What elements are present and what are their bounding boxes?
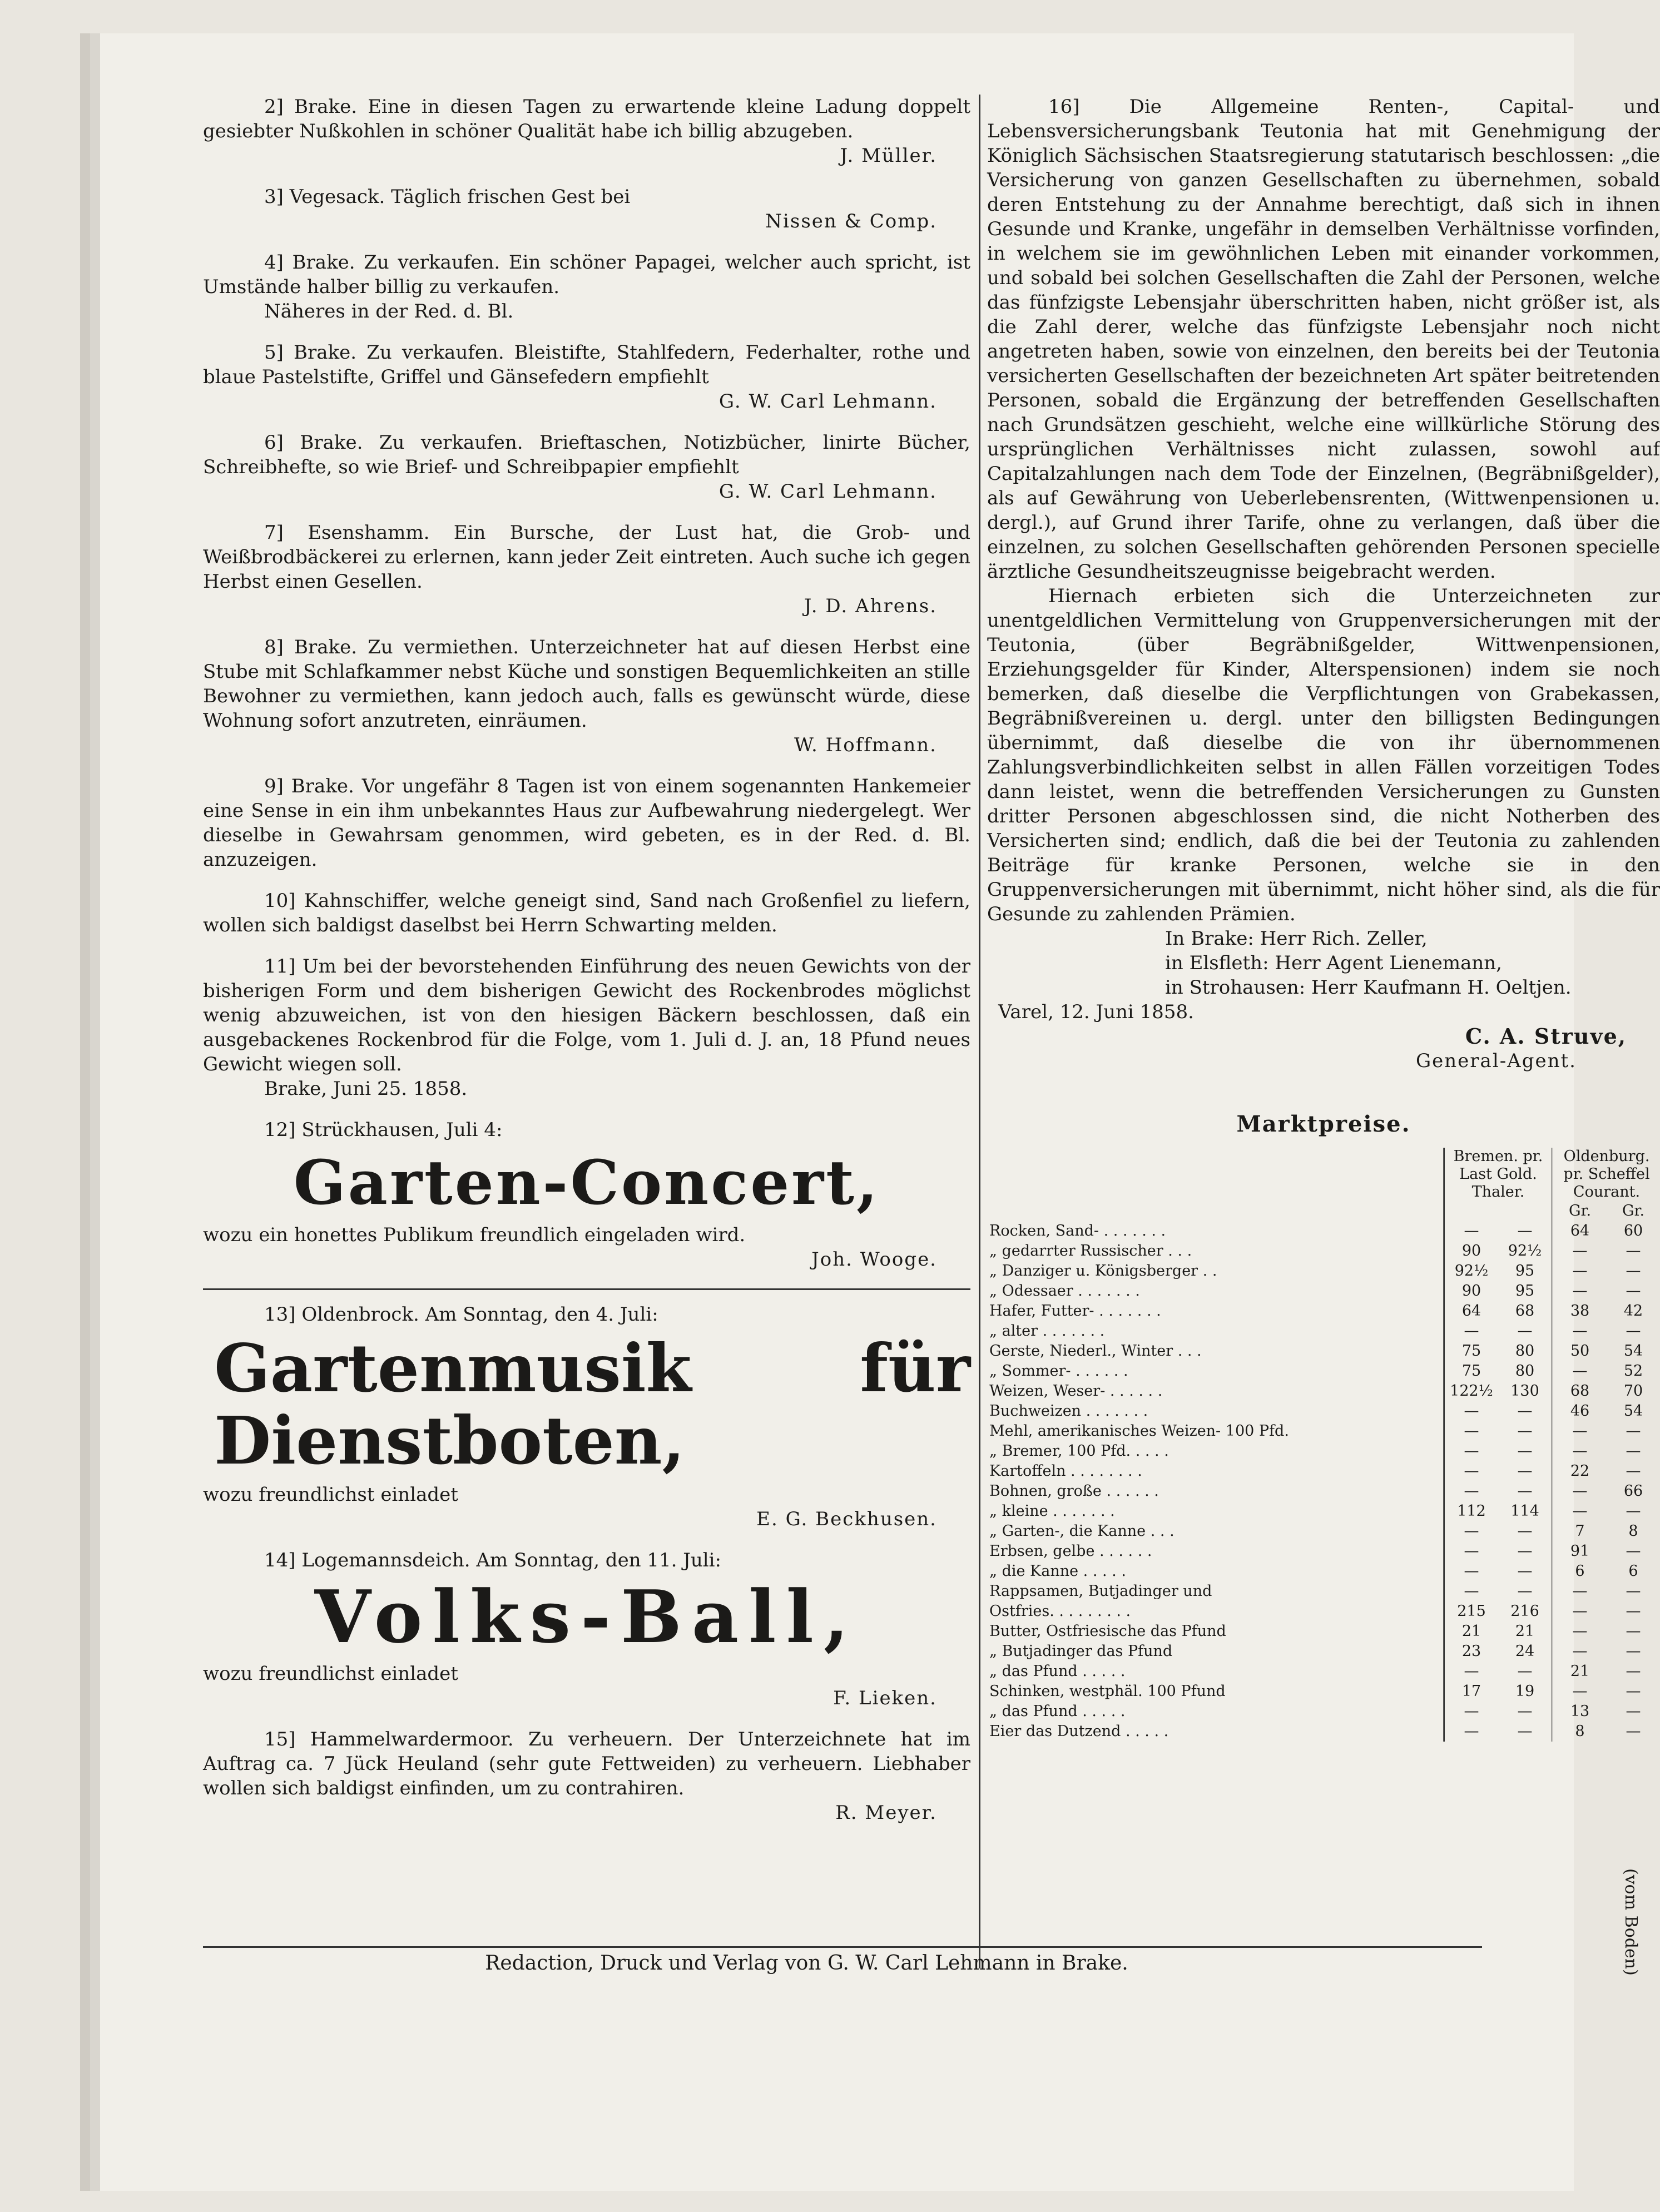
market-price: 21 xyxy=(1515,1623,1535,1640)
market-price: 92½ xyxy=(1454,1262,1489,1279)
market-row xyxy=(987,1341,1660,1361)
market-price: — xyxy=(1626,1703,1641,1720)
market-commodity: Gerste, Niederl., Winter . . . xyxy=(989,1342,1202,1360)
ad-signature: Nissen & Comp. xyxy=(765,210,937,232)
market-commodity: Erbsen, gelbe . . . . . . xyxy=(989,1543,1152,1560)
ad-16-paragraph-1: 16] Die Allgemeine Renten-, Capital- und Lebensversicherungsbank Teutonia hat mit Genehmigung der Königlich Sächsischen Staatsregierung statutarisch beschlossen: „die Versicherung von ganzen Gesellschaften zu übernehmen, sobald deren Entstehung zu der Annahme berechtigt, daß sich in ihnen Gesunde und Kranke, ungefähr in demselben Verhältnisse vorfinden, in welchem sie im gewöhnlichen Leben mit einander vorkommen, und sobald bei solchen Gesellschaften die Zahl der Personen, welche das fünfzigste Lebensjahr überschritten haben, nicht größer ist, als die Zahl derer, welche das fünfzigste Lebensjahr noch nicht angetreten haben, sowie von einzelnen, den bereits bei der Teutonia versicherten Gesellschaften der bezeichneten Art später beitretenden Personen, sobald die Ergänzung der betreffenden Gesellschaften nach Grundsätzen geschieht, welche eine willkürliche Störung des ursprünglichen Verhältnisses nicht zulassen, sowohl auf Capitalzahlungen nach dem Tode der Einzelnen, (Begräbnißgelder), als auf Gewährung von Ueberlebensrenten, (Wittwenpensionen u. dergl.), auf Grund ihrer Tarife, ohne zu verlangen, daß über die einzelnen, zu solchen Gesellschaften gehörenden Personen specielle ärztliche Gesundheitszeugnisse beigebracht werden. xyxy=(987,96,1660,583)
market-price: 95 xyxy=(1515,1262,1535,1279)
market-price: 95 xyxy=(1515,1282,1535,1300)
right-column xyxy=(987,95,1660,1742)
ad-item xyxy=(203,95,970,168)
market-price: 22 xyxy=(1570,1462,1590,1480)
market-price: 216 xyxy=(1510,1603,1539,1620)
market-price: — xyxy=(1626,1543,1641,1560)
market-prices-body xyxy=(987,1221,1660,1742)
market-price: — xyxy=(1626,1422,1641,1440)
market-price: 70 xyxy=(1623,1382,1643,1400)
market-commodity: Mehl, amerikanisches Weizen- 100 Pfd. xyxy=(989,1422,1289,1440)
market-price: 46 xyxy=(1570,1402,1590,1420)
market-price: — xyxy=(1517,1703,1533,1720)
market-price: 7 xyxy=(1575,1522,1585,1540)
ad-16 xyxy=(987,95,1660,1073)
ad-item xyxy=(203,954,970,1101)
market-price: 114 xyxy=(1510,1502,1539,1520)
ad-item xyxy=(203,250,970,324)
market-price: 66 xyxy=(1623,1482,1643,1500)
market-price: 90 xyxy=(1461,1242,1481,1259)
ad-item xyxy=(203,430,970,504)
market-row xyxy=(987,1461,1660,1481)
ad-extra: Brake, Juni 25. 1858. xyxy=(264,1078,468,1100)
market-commodity: Buchweizen . . . . . . . xyxy=(989,1402,1148,1420)
market-price: — xyxy=(1572,1583,1588,1600)
market-price: — xyxy=(1572,1322,1588,1340)
market-price: — xyxy=(1572,1683,1588,1700)
market-price: — xyxy=(1626,1723,1641,1740)
market-row xyxy=(987,1221,1660,1241)
market-row xyxy=(987,1521,1660,1541)
market-commodity: Kartoffeln . . . . . . . . xyxy=(989,1462,1142,1480)
market-header-oldenburg: Oldenburg. pr. Scheffel Courant. xyxy=(1563,1148,1650,1201)
market-price: 64 xyxy=(1570,1222,1590,1239)
market-price: — xyxy=(1626,1603,1641,1620)
ad-12 xyxy=(203,1118,970,1272)
ad-signature: G. W. Carl Lehmann. xyxy=(718,480,937,503)
market-commodity: Weizen, Weser- . . . . . . xyxy=(989,1382,1163,1400)
market-commodity: „ Butjadinger das Pfund xyxy=(989,1643,1173,1660)
market-price: 21 xyxy=(1570,1663,1590,1680)
ads-list xyxy=(203,95,970,1101)
market-price: 13 xyxy=(1570,1703,1590,1720)
ad-item xyxy=(203,889,970,938)
separator-rule xyxy=(203,1288,970,1290)
imprint-footer: Redaction, Druck und Verlag von G. W. Carl Lehmann in Brake. xyxy=(485,1952,1128,1975)
market-price: — xyxy=(1572,1262,1588,1279)
market-price: 64 xyxy=(1461,1302,1481,1320)
ad-16-agent: in Elsfleth: Herr Agent Lienemann, xyxy=(1165,952,1502,974)
market-price: 90 xyxy=(1461,1282,1481,1300)
ad-14-after: wozu freundlichst einladet xyxy=(203,1663,458,1685)
market-price: — xyxy=(1517,1462,1533,1480)
market-price: 23 xyxy=(1461,1643,1481,1660)
column-divider xyxy=(979,95,980,1968)
ad-15 xyxy=(203,1727,970,1825)
market-price: — xyxy=(1517,1723,1533,1740)
market-commodity: Rappsamen, Butjadinger und xyxy=(989,1583,1212,1600)
market-row xyxy=(987,1581,1660,1601)
market-price: — xyxy=(1464,1442,1479,1460)
market-row xyxy=(987,1321,1660,1341)
ad-signature: W. Hoffmann. xyxy=(794,734,937,756)
market-commodity: „ alter . . . . . . . xyxy=(989,1322,1105,1340)
market-row xyxy=(987,1361,1660,1381)
market-price: — xyxy=(1626,1663,1641,1680)
market-commodity: „ Odessaer . . . . . . . xyxy=(989,1282,1140,1300)
market-commodity: Hafer, Futter- . . . . . . . xyxy=(989,1302,1161,1320)
market-price: — xyxy=(1517,1402,1533,1420)
ad-14 xyxy=(203,1548,970,1710)
ad-text: 6] Brake. Zu verkaufen. Brieftaschen, Notizbücher, linirte Bücher, Schreibhefte, so wie Brief- und Schreibpapier empfiehlt xyxy=(203,432,970,478)
market-commodity: Schinken, westphäl. 100 Pfund xyxy=(989,1683,1226,1700)
ad-text: 2] Brake. Eine in diesen Tagen zu erwartende kleine Ladung doppelt gesiebter Nußkohlen in schöner Qualität habe ich billig abzugeben. xyxy=(203,96,970,142)
ad-13 xyxy=(203,1302,970,1531)
market-price: — xyxy=(1572,1482,1588,1500)
market-price: — xyxy=(1572,1502,1588,1520)
market-price: — xyxy=(1464,1482,1479,1500)
market-commodity: „ gedarrter Russischer . . . xyxy=(989,1242,1192,1259)
market-price: 91 xyxy=(1570,1543,1590,1560)
ad-15-text: 15] Hammelwardermoor. Zu verheuern. Der Unterzeichnete hat im Auftrag ca. 7 Jück Heuland (sehr gute Fettweiden) zu verheuern. Liebhaber wollen sich baldigst einfinden, um zu contrahiren. xyxy=(203,1728,970,1799)
footer-rule xyxy=(203,1946,1482,1948)
market-price: — xyxy=(1517,1222,1533,1239)
market-price: — xyxy=(1572,1623,1588,1640)
ad-text: 5] Brake. Zu verkaufen. Bleistifte, Stahlfedern, Federhalter, rothe und blaue Pastelstifte, Griffel und Gänsefedern empfiehlt xyxy=(203,341,970,388)
ad-text: 7] Esenshamm. Ein Bursche, der Lust hat, die Grob- und Weißbrodbäckerei zu erlernen, kann jeder Zeit eintreten. Auch suche ich gegen Herbst einen Gesellen. xyxy=(203,522,970,593)
market-commodity: Bohnen, große . . . . . . xyxy=(989,1482,1159,1500)
market-price: — xyxy=(1626,1442,1641,1460)
market-row xyxy=(987,1481,1660,1501)
market-price: — xyxy=(1626,1322,1641,1340)
market-price: 68 xyxy=(1515,1302,1535,1320)
market-row xyxy=(987,1241,1660,1261)
market-price: 54 xyxy=(1623,1402,1643,1420)
market-price: — xyxy=(1517,1482,1533,1500)
ad-16-signature: C. A. Struve, xyxy=(1465,1024,1627,1049)
market-price: — xyxy=(1464,1422,1479,1440)
market-commodity: „ Garten-, die Kanne . . . xyxy=(989,1522,1175,1540)
ad-signature: J. D. Ahrens. xyxy=(804,595,937,617)
ad-12-line: 12] Strückhausen, Juli 4: xyxy=(264,1119,503,1141)
ad-item xyxy=(203,635,970,757)
market-price: 80 xyxy=(1515,1362,1535,1380)
market-row xyxy=(987,1621,1660,1641)
ad-16-agent: In Brake: Herr Rich. Zeller, xyxy=(1165,928,1428,950)
market-price: 75 xyxy=(1461,1362,1481,1380)
market-price: — xyxy=(1626,1462,1641,1480)
market-price: — xyxy=(1464,1663,1479,1680)
market-row xyxy=(987,1381,1660,1401)
market-price: — xyxy=(1464,1703,1479,1720)
ad-15-signature: R. Meyer. xyxy=(835,1802,937,1824)
market-price: — xyxy=(1626,1502,1641,1520)
ad-signature: J. Müller. xyxy=(840,145,937,167)
market-price: 24 xyxy=(1515,1643,1535,1660)
market-header-blank xyxy=(987,1148,1444,1201)
market-price: 17 xyxy=(1461,1683,1481,1700)
market-commodity: „ Sommer- . . . . . . xyxy=(989,1362,1128,1380)
market-price: 8 xyxy=(1628,1522,1638,1540)
market-commodity: Eier das Dutzend . . . . . xyxy=(989,1723,1169,1740)
ad-12-headline: Garten-Concert, xyxy=(293,1147,880,1218)
market-row xyxy=(987,1682,1660,1702)
market-commodity: „ das Pfund . . . . . xyxy=(989,1703,1126,1720)
ad-extra: Näheres in der Red. d. Bl. xyxy=(264,300,514,323)
ad-item xyxy=(203,520,970,618)
market-price: — xyxy=(1626,1643,1641,1660)
ad-12-after: wozu ein honettes Publikum freundlich eingeladen wird. xyxy=(203,1224,746,1246)
market-price: — xyxy=(1464,1222,1479,1239)
market-price: — xyxy=(1517,1663,1533,1680)
market-price: — xyxy=(1626,1583,1641,1600)
market-price: 80 xyxy=(1515,1342,1535,1360)
market-row xyxy=(987,1641,1660,1662)
market-price: 215 xyxy=(1457,1603,1486,1620)
ad-13-signature: E. G. Beckhusen. xyxy=(756,1508,937,1530)
ad-text: 8] Brake. Zu vermiethen. Unterzeichneter hat auf diesen Herbst eine Stube mit Schlafkammer nebst Küche und sonstigen Bequemlichkeiten an stille Bewohner zu vermiethen, kann jedoch auch, falls es gewünscht würde, diese Wohnung sofort anzutreten, einräumen. xyxy=(203,636,970,732)
market-price: 38 xyxy=(1570,1302,1590,1320)
market-price: — xyxy=(1572,1282,1588,1300)
ad-item xyxy=(203,340,970,414)
market-price: — xyxy=(1517,1322,1533,1340)
market-price: — xyxy=(1464,1322,1479,1340)
newspaper-page xyxy=(100,33,1660,2191)
ad-16-paragraph-2: Hiernach erbieten sich die Unterzeichneten zur unentgeldlichen Vermittelung von Gruppenversicherungen mit der Teutonia, (über Begräbnißgelder, Wittwenpensionen, Erziehungsgelder für Kinder, Alterspensionen) indem sie noch bemerken, daß dieselbe die Verpflichtungen von Grabekassen, Begräbnißvereinen u. dergl. unter den billigsten Bedingungen übernimmt, daß dieselbe die von ihr übernommenen Zahlungsverbindlichkeiten selbst in allen Fällen vorzeitigen Todes dann leistet, wenn die betreffenden Versicherungen zu Gunsten dritter Personen abgeschlossen sind, die nicht Notherben des Versicherten sind; endlich, daß die bei der Teutonia zu zahlenden Beiträge für kranke Personen, welche sie in den Gruppenversicherungen mit übernimmt, nicht höher sind, als die für Gesunde zu zahlenden Prämien. xyxy=(987,585,1660,925)
ad-item xyxy=(203,774,970,872)
market-price: — xyxy=(1464,1563,1479,1580)
market-row xyxy=(987,1702,1660,1722)
ad-signature: G. W. Carl Lehmann. xyxy=(718,390,937,413)
market-row xyxy=(987,1301,1660,1321)
market-price: 8 xyxy=(1575,1723,1585,1740)
market-row xyxy=(987,1281,1660,1301)
market-price: — xyxy=(1626,1683,1641,1700)
market-price: — xyxy=(1572,1362,1588,1380)
market-price: 75 xyxy=(1461,1342,1481,1360)
market-commodity: „ kleine . . . . . . . xyxy=(989,1502,1115,1520)
market-header-gr: Gr. xyxy=(1622,1202,1645,1219)
ad-item xyxy=(203,185,970,234)
market-price: — xyxy=(1572,1422,1588,1440)
market-price: 130 xyxy=(1510,1382,1539,1400)
market-price: — xyxy=(1572,1603,1588,1620)
market-price: 21 xyxy=(1461,1623,1481,1640)
market-commodity: Rocken, Sand- . . . . . . . xyxy=(989,1222,1166,1239)
market-price: — xyxy=(1572,1643,1588,1660)
ad-14-headline: Volks-Ball, xyxy=(314,1574,859,1659)
market-price: 50 xyxy=(1570,1342,1590,1360)
market-commodity: Ostfries. . . . . . . . . xyxy=(989,1603,1131,1620)
ad-text: 3] Vegesack. Täglich frischen Gest bei xyxy=(264,186,631,208)
market-commodity: „ das Pfund . . . . . xyxy=(989,1663,1126,1680)
market-prices-table xyxy=(987,1148,1660,1742)
market-row xyxy=(987,1561,1660,1581)
market-price: 60 xyxy=(1623,1222,1643,1239)
market-price: 54 xyxy=(1623,1342,1643,1360)
market-commodity: Butter, Ostfriesische das Pfund xyxy=(989,1623,1226,1640)
ad-13-after: wozu freundlichst einladet xyxy=(203,1484,458,1506)
market-price: — xyxy=(1572,1442,1588,1460)
ad-text: 11] Um bei der bevorstehenden Einführung des neuen Gewichts von der bisherigen Form und dem bisherigen Gewicht des Rockenbrodes möglichst wenig abzuweichen, ist von den hiesigen Bäckern beschlossen, daß ein ausgebackenes Rockenbrod für die Folge, vom 1. Juli d. J. an, 18 Pfund neues Gewicht wiegen soll. xyxy=(203,955,970,1075)
market-price: 122½ xyxy=(1450,1382,1493,1400)
market-price: — xyxy=(1517,1563,1533,1580)
market-row xyxy=(987,1501,1660,1521)
market-row xyxy=(987,1541,1660,1561)
market-price: 42 xyxy=(1623,1302,1643,1320)
market-row xyxy=(987,1722,1660,1742)
ad-13-headline: Gartenmusik für Dienstboten, xyxy=(214,1330,970,1479)
market-commodity: „ die Kanne . . . . . xyxy=(989,1563,1126,1580)
market-price: — xyxy=(1626,1623,1641,1640)
market-price: — xyxy=(1464,1402,1479,1420)
ad-text: 4] Brake. Zu verkaufen. Ein schöner Papagei, welcher auch spricht, ist Umstände halber billig zu verkaufen. xyxy=(203,251,970,298)
ad-14-line: 14] Logemannsdeich. Am Sonntag, den 11. Juli: xyxy=(264,1549,722,1571)
market-price: — xyxy=(1626,1262,1641,1279)
ad-13-line: 13] Oldenbrock. Am Sonntag, den 4. Juli: xyxy=(264,1303,658,1326)
market-row xyxy=(987,1421,1660,1441)
market-price: 92½ xyxy=(1508,1242,1542,1259)
market-price: — xyxy=(1464,1723,1479,1740)
market-price: — xyxy=(1572,1242,1588,1259)
market-price: — xyxy=(1517,1543,1533,1560)
market-side-label: (vom Boden) xyxy=(1621,1868,1641,1976)
market-commodity: „ Danziger u. Königsberger . . xyxy=(989,1262,1217,1279)
ad-14-signature: F. Lieken. xyxy=(833,1687,937,1709)
market-price: — xyxy=(1464,1583,1479,1600)
market-price: — xyxy=(1626,1282,1641,1300)
market-price: — xyxy=(1517,1583,1533,1600)
market-row xyxy=(987,1441,1660,1461)
market-price: 6 xyxy=(1628,1563,1638,1580)
market-row xyxy=(987,1401,1660,1421)
market-header-bremen: Bremen. pr. Last Gold. Thaler. xyxy=(1453,1148,1543,1201)
market-commodity: „ Bremer, 100 Pfd. . . . . xyxy=(989,1442,1169,1460)
market-price: 6 xyxy=(1575,1563,1585,1580)
market-prices-title: Marktpreise. xyxy=(1236,1111,1411,1137)
market-price: — xyxy=(1626,1242,1641,1259)
ad-text: 9] Brake. Vor ungefähr 8 Tagen ist von einem sogenannten Hankemeier eine Sense in ein ihm unbekanntes Haus zur Aufbewahrung niedergelegt. Wer dieselbe in Gewahrsam genommen, wird gebeten, es in der Red. d. Bl. anzuzeigen. xyxy=(203,775,970,871)
market-price: — xyxy=(1517,1522,1533,1540)
market-price: — xyxy=(1464,1522,1479,1540)
ad-16-agent: in Strohausen: Herr Kaufmann H. Oeltjen. xyxy=(1165,976,1572,999)
ad-text: 10] Kahnschiffer, welche geneigt sind, Sand nach Großenfiel zu liefern, wollen sich baldigst daselbst bei Herrn Schwarting melden. xyxy=(203,890,970,936)
ad-16-signature-title: General-Agent. xyxy=(1416,1050,1577,1072)
market-header-gr: Gr. xyxy=(1568,1202,1592,1219)
market-price: — xyxy=(1517,1422,1533,1440)
market-price: 68 xyxy=(1570,1382,1590,1400)
market-row xyxy=(987,1601,1660,1621)
market-price: — xyxy=(1464,1462,1479,1480)
market-price: — xyxy=(1517,1442,1533,1460)
market-price: 112 xyxy=(1457,1502,1486,1520)
market-price: 52 xyxy=(1623,1362,1643,1380)
market-row xyxy=(987,1261,1660,1281)
ad-12-signature: Joh. Wooge. xyxy=(811,1248,937,1271)
left-column xyxy=(203,95,970,1842)
market-price: — xyxy=(1464,1543,1479,1560)
market-row xyxy=(987,1662,1660,1682)
ad-16-place-date: Varel, 12. Juni 1858. xyxy=(998,1001,1194,1023)
market-price: 19 xyxy=(1515,1683,1535,1700)
